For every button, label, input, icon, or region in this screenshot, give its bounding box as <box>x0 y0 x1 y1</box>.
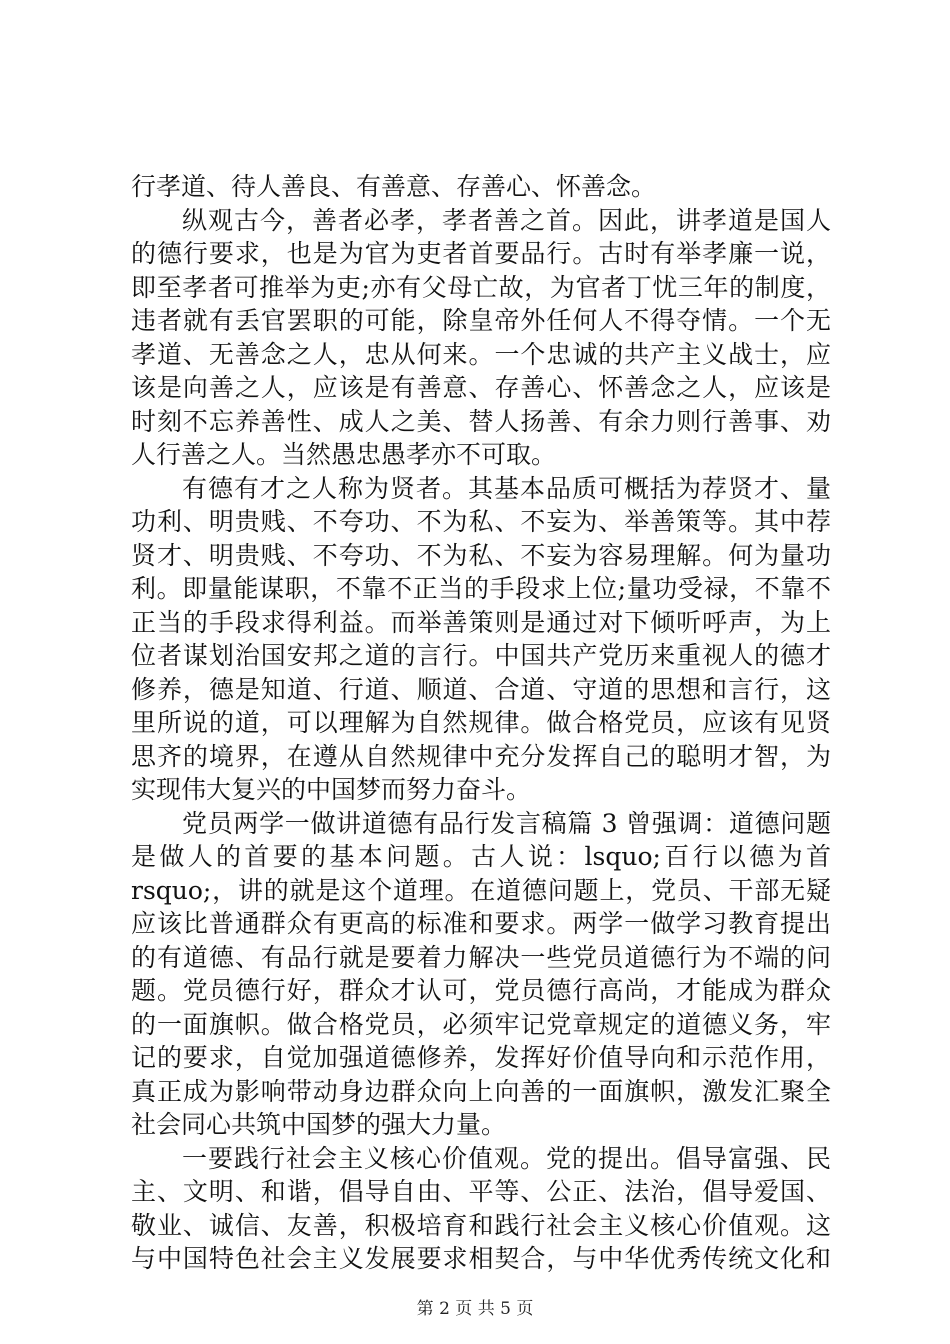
text-line: 党员两学一做讲道德有品行发言稿篇 3 曾强调：道德问题 <box>182 808 831 838</box>
text-line: 实现伟大复兴的中国梦而努力奋斗。 <box>131 775 532 804</box>
text-line: 思齐的境界，在遵从自然规律中充分发挥自己的聪明才智，为 <box>131 741 831 771</box>
text-line: 正当的手段求得利益。而举善策则是通过对下倾听呼声，为上 <box>131 607 831 637</box>
text-line: 修养，德是知道、行道、顺道、合道、守道的思想和言行，这 <box>131 674 831 704</box>
text-line: 利。即量能谋职，不靠不正当的手段求上位;量功受禄，不靠不 <box>131 574 831 603</box>
text-line: 位者谋划治国安邦之道的言行。中国共产党历来重视人的德才 <box>131 641 831 670</box>
text-line: 记的要求，自觉加强道德修养，发挥好价值导向和示范作用， <box>131 1043 831 1072</box>
text-line: 该是向善之人，应该是有善意、存善心、怀善念之人，应该是 <box>131 373 831 402</box>
text-line: 与中国特色社会主义发展要求相契合，与中华优秀传统文化和 <box>131 1244 831 1273</box>
text-line: 的有道德、有品行就是要着力解决一些党员道德行为不端的问 <box>131 942 831 972</box>
document-body <box>131 170 831 1276</box>
text-line: 行孝道、待人善良、有善意、存善心、怀善念。 <box>131 172 657 201</box>
text-line: 里所说的道，可以理解为自然规律。做合格党员，应该有见贤 <box>131 708 831 737</box>
page-footer: 第 2 页 共 5 页 <box>416 1299 534 1319</box>
text-line: 孝道、无善念之人，忠从何来。一个忠诚的共产主义战士，应 <box>131 339 831 369</box>
text-line: rsquo;，讲的就是这个道理。在道德问题上，党员、干部无疑 <box>131 875 831 905</box>
text-line: 即至孝者可推举为吏;亦有父母亡故，为官者丁忧三年的制度， <box>131 272 831 302</box>
text-line: 时刻不忘养善性、成人之美、替人扬善、有余力则行善事、劝 <box>131 406 831 436</box>
text-line: 人行善之人。当然愚忠愚孝亦不可取。 <box>131 440 557 469</box>
text-line: 敬业、诚信、友善，积极培育和践行社会主义核心价值观。这 <box>131 1210 831 1240</box>
text-line: 的德行要求，也是为官为吏者首要品行。古时有举孝廉一说， <box>131 239 831 268</box>
text-line: 违者就有丢官罢职的可能，除皇帝外任何人不得夺情。一个无 <box>131 306 831 335</box>
text-line: 一要践行社会主义核心价值观。党的提出。倡导富强、民 <box>182 1143 831 1173</box>
text-line: 的一面旗帜。做合格党员，必须牢记党章规定的道德义务，牢 <box>131 1009 831 1039</box>
text-line: 有德有才之人称为贤者。其基本品质可概括为荐贤才、量 <box>182 473 831 503</box>
text-line: 题。党员德行好，群众才认可，党员德行高尚，才能成为群众 <box>131 976 831 1005</box>
text-line: 应该比普通群众有更高的标准和要求。两学一做学习教育提出 <box>131 909 831 938</box>
text-line: 社会同心共筑中国梦的强大力量。 <box>131 1110 507 1139</box>
text-line: 真正成为影响带动身边群众向上向善的一面旗帜，激发汇聚全 <box>131 1076 831 1106</box>
text-line: 贤才、明贵贱、不夸功、不为私、不妄为容易理解。何为量功 <box>131 540 831 570</box>
text-line: 主、文明、和谐，倡导自由、平等、公正、法治，倡导爱国、 <box>131 1177 831 1206</box>
text-line: 是做人的首要的基本问题。古人说：lsquo;百行以德为首 <box>131 842 831 871</box>
text-line: 纵观古今，善者必孝，孝者善之首。因此，讲孝道是国人 <box>182 205 831 235</box>
text-line: 功利、明贵贱、不夸功、不为私、不妄为、举善策等。其中荐 <box>131 507 831 536</box>
